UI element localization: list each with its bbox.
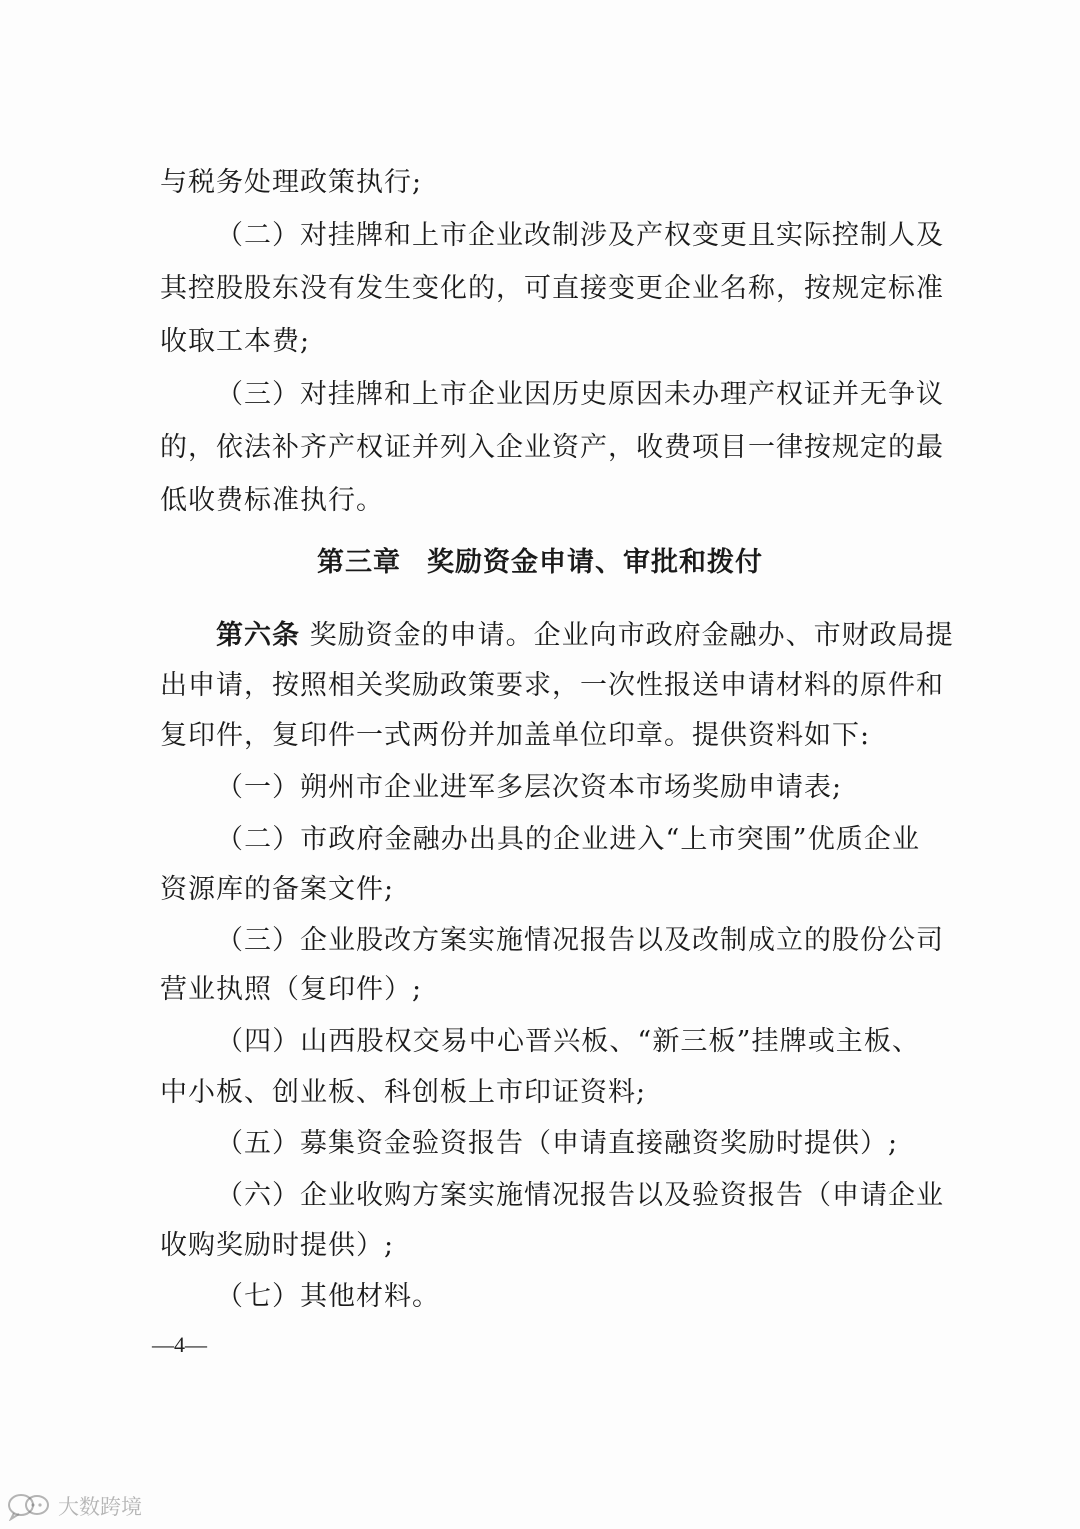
list-item: （二）市政府金融办出具的企业进入“上市突围”优质企业 [216, 824, 920, 855]
page-number: —4— [152, 1332, 207, 1357]
chapter-title: 奖励资金申请、审批和拨付 [427, 547, 763, 578]
list-item: 资源库的备案文件; [160, 874, 395, 905]
article-line [216, 616, 954, 656]
list-item: （七）其他材料。 [216, 1281, 440, 1312]
body-line: （二）对挂牌和上市企业改制涉及产权变更且实际控制人及 [216, 220, 944, 251]
body-line: 其控股股东没有发生变化的，可直接变更企业名称，按规定标准 [160, 273, 944, 304]
body-line: 低收费标准执行。 [160, 485, 384, 516]
article-line: 复印件，复印件一式两份并加盖单位印章。提供资料如下: [160, 720, 871, 751]
list-item: （六）企业收购方案实施情况报告以及验资报告（申请企业 [216, 1180, 944, 1211]
list-item: （四）山西股权交易中心晋兴板、“新三板”挂牌或主板、 [216, 1026, 920, 1057]
body-line: （三）对挂牌和上市企业因历史原因未办理产权证并无争议 [216, 379, 944, 410]
chapter-heading [160, 543, 920, 583]
list-item: （三）企业股改方案实施情况报告以及改制成立的股份公司 [216, 925, 944, 956]
watermark-text: 大数跨境 [58, 1495, 142, 1519]
list-item: （一）朔州市企业进军多层次资本市场奖励申请表; [216, 772, 843, 803]
list-item: 收购奖励时提供）; [160, 1230, 395, 1261]
list-item: 营业执照（复印件）; [160, 974, 423, 1005]
watermark [6, 1490, 142, 1522]
article-text: 奖励资金的申请。企业向市政府金融办、市财政局提 [309, 620, 954, 651]
list-item: （五）募集资金验资报告（申请直接融资奖励时提供）; [216, 1128, 899, 1159]
chapter-number: 第三章 [317, 547, 401, 578]
article-line: 出申请，按照相关奖励政策要求，一次性报送申请材料的原件和 [160, 670, 944, 701]
body-line: 的，依法补齐产权证并列入企业资产，收费项目一律按规定的最 [160, 432, 944, 463]
body-line: 与税务处理政策执行; [160, 167, 423, 198]
body-line: 收取工本费; [160, 326, 311, 357]
chat-bubble-logo-icon [6, 1491, 52, 1521]
list-item: 中小板、创业板、科创板上市印证资料; [160, 1077, 647, 1108]
article-label: 第六条 [216, 620, 300, 651]
